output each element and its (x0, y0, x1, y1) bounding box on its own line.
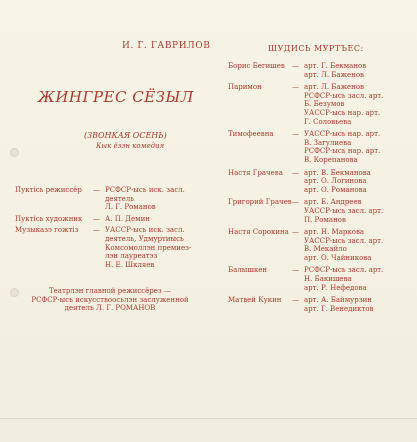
actor-line: РСФСР-ысь засл. арт. (304, 91, 384, 100)
actor-list (304, 266, 413, 292)
actor-line: УАССР-ысь нар. арт. (304, 130, 381, 139)
cast-row (228, 296, 413, 313)
character-name: Матвей Кукин (228, 296, 282, 305)
chief-director-note (20, 287, 200, 313)
actor-list (304, 296, 413, 313)
credit-row (15, 215, 205, 224)
actor-list (304, 169, 413, 195)
fold-line (0, 418, 417, 419)
punch-hole (10, 288, 19, 297)
credit-line: РСФСР-ысь иск. засл. (105, 186, 185, 194)
footer-line: РСФСР-ысь искусствоосьлэн заслуженной (31, 295, 189, 304)
credit-role: Пуктiсь художник (15, 214, 83, 223)
credit-role: Пуктiсь режиссёр (15, 186, 82, 194)
credit-line: Комсомоллэн премиез- (105, 243, 192, 252)
cast-row (228, 169, 413, 195)
cast-row (228, 198, 413, 224)
cast-header: ШУДИСЬ МУРТЪЕС: (268, 44, 364, 53)
actor-line: арт. В. Бекманова (304, 168, 371, 177)
dash-separator: — (93, 186, 100, 194)
actor-line: арт. Г. Венедиктов (304, 304, 374, 313)
credit-line: А. П. Демин (105, 214, 150, 223)
credit-line: Л. Г. Романов (105, 203, 156, 212)
author-name: И. Г. ГАВРИЛОВ (122, 41, 211, 51)
credit-line: Н. Е. Шкляев (105, 260, 155, 269)
character-name: Паримон (228, 83, 262, 92)
actor-line: РСФСР-ысь нар. арт. (304, 147, 381, 156)
credit-value (105, 226, 205, 269)
punch-hole (10, 148, 19, 157)
character-name: Тимофеевна (228, 130, 274, 139)
credit-role: Музыказэ гожтiз (15, 226, 79, 235)
actor-list (304, 228, 413, 262)
production-credits (15, 186, 205, 272)
dash-separator: — (292, 168, 299, 177)
actor-line: В. Загулиева (304, 138, 352, 147)
footer-line: деятель Л. Г. РОМАНОВ (64, 304, 156, 313)
actor-line: арт. О. Романова (304, 185, 367, 194)
credit-value (105, 215, 205, 224)
dash-separator: — (292, 83, 299, 92)
credit-line: УАССР-ысь иск. засл. (105, 226, 185, 235)
actor-list (304, 83, 413, 126)
dash-separator: — (292, 130, 299, 139)
actor-line: УАССР-ысь засл. арт. (304, 206, 384, 215)
cast-row (228, 228, 413, 262)
actor-line: арт. Н. Маркова (304, 228, 365, 237)
actor-line: Б. Безумов (304, 100, 345, 109)
dash-separator: — (292, 198, 299, 207)
actor-line: УАССР-ысь засл. арт. (304, 236, 384, 245)
actor-line: арт. Р. Нефедова (304, 283, 367, 292)
credit-line: деятель, Удмуртиысь (105, 234, 184, 243)
credit-row (15, 226, 205, 269)
actor-list (304, 130, 413, 164)
actor-line: Н. Бакишева (304, 275, 352, 284)
cast-list (228, 62, 413, 317)
actor-line: П. Романов (304, 215, 346, 224)
character-name: Григорий Грачев (228, 198, 292, 207)
actor-line: В. Корепанова (304, 155, 358, 164)
actor-line: арт. А. Баймурзин (304, 296, 372, 305)
dash-separator: — (93, 226, 100, 235)
actor-line: арт. Л. Баженов (304, 70, 364, 79)
actor-line: Г. Соловьева (304, 117, 352, 126)
actor-line: арт. Е. Андреев (304, 198, 362, 207)
credit-line: лэн лауреатэз (105, 252, 158, 261)
credit-line: деятель (105, 194, 135, 203)
character-name: Настя Сорокина (228, 228, 289, 237)
character-name: Балышкен (228, 266, 268, 275)
actor-line: арт. О. Чайникова (304, 253, 372, 262)
cast-row (228, 83, 413, 126)
actor-line: арт. О. Логинова (304, 177, 367, 186)
credit-value (105, 186, 205, 212)
play-genre: Кык ёзэн комедия (96, 142, 165, 150)
actor-line: РСФСР-ысь засл. арт. (304, 266, 384, 275)
play-subtitle: (ЗВОНКАЯ ОСЕНЬ) (84, 131, 167, 140)
actor-line: арт. Л. Баженов (304, 83, 364, 92)
character-name: Настя Грачева (228, 168, 283, 177)
actor-list (304, 198, 413, 224)
cast-row (228, 62, 413, 79)
actor-line: УАССР-ысь нар. арт. (304, 108, 381, 117)
dash-separator: — (292, 296, 299, 305)
play-title: ЖИНГРЕС СЁЗЫЛ (38, 88, 194, 106)
dash-separator: — (93, 214, 100, 223)
actor-line: арт. Г. Бекманов (304, 62, 367, 70)
dash-separator: — (292, 266, 299, 275)
dash-separator: — (292, 228, 299, 237)
character-name: Борис Бегишев (228, 62, 285, 70)
footer-line: Театрлэн главной режиссёрез — (49, 287, 171, 295)
cast-row (228, 266, 413, 292)
actor-line: В. Мекайло (304, 245, 347, 254)
dash-separator: — (292, 62, 299, 70)
cast-row (228, 130, 413, 164)
credit-row (15, 186, 205, 212)
actor-list (304, 62, 413, 79)
